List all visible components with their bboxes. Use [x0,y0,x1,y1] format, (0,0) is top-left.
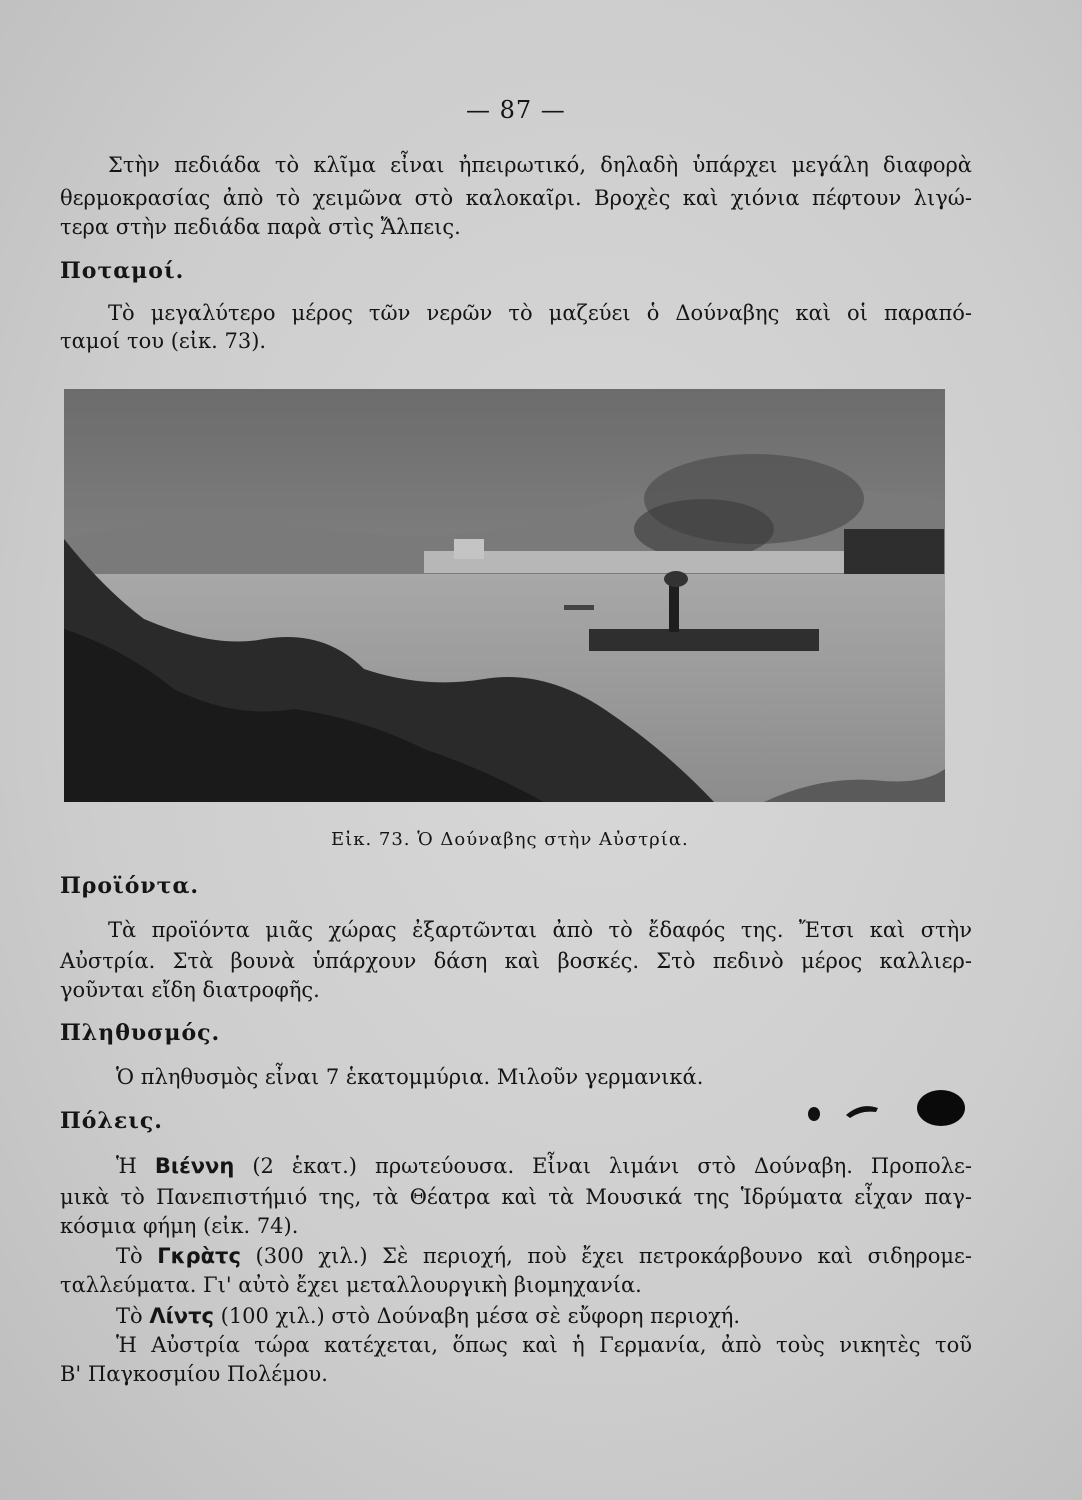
danube-photo-illustration [64,389,945,802]
linz-prefix: Τὸ [116,1304,143,1328]
page-number: — 87 — [466,96,566,124]
products-line-2: Αὐστρία. Στὰ βουνὰ ὑπάρχουν δάση καὶ βοσκές. Στὸ πεδινὸ μέρος καλλιερ- [60,949,972,973]
products-line-1: Τὰ προϊόντα μιᾶς χώρας ἐξαρτῶνται ἀπὸ τὸ ἔδαφός της. Ἔτσι καὶ στὴν [108,918,972,942]
vienna-line-1 [60,1153,972,1179]
danube-photo [64,389,945,802]
climate-line-2: θερμοκρασίας ἀπὸ τὸ χειμῶνα στὸ καλοκαῖρι. Βροχὲς καὶ χιόνια πέφτουν λιγώ- [60,186,972,210]
graz-rest: (300 χιλ.) Σὲ περιοχή, ποὺ ἔχει πετροκάρβουνο καὶ σιδηρομε- [255,1244,972,1268]
products-heading: Προϊόντα. [60,873,200,899]
rivers-line-1: Τὸ μεγαλύτερο μέρος τῶν νερῶν τὸ μαζεύει ὁ Δούναβης καὶ οἱ παραπό- [108,301,972,325]
graz-line-1 [60,1243,972,1269]
vienna-name: Βιέννη [154,1154,235,1178]
linz-rest: (100 χιλ.) στὸ Δούναβη μέσα σὲ εὔφορη περιοχή. [220,1304,741,1328]
vienna-rest: (2 ἑκατ.) πρωτεύουσα. Εἶναι λιμάνι στὸ Δούναβη. Προπολε- [252,1154,972,1178]
population-line-1: Ὁ πληθυσμὸς εἶναι 7 ἑκατομμύρια. Μιλοῦν γερμανικά. [116,1065,704,1089]
ink-blot-decoration [806,1090,976,1130]
vienna-line-2: μικὰ τὸ Πανεπιστήμιό της, τὰ Θέατρα καὶ τὰ Μουσικά της Ἱδρύματα εἶχαν παγ- [60,1185,972,1209]
population-heading: Πληθυσμός. [60,1020,221,1046]
products-line-3: γοῦνται εἴδη διατροφῆς. [60,978,320,1002]
rivers-heading: Ποταμοί. [60,258,185,284]
occupation-line-1: Ἡ Αὐστρία τώρα κατέχεται, ὅπως καὶ ἡ Γερμανία, ἀπὸ τοὺς νικητὲς τοῦ [116,1333,972,1357]
vienna-line-3: κόσμια φήμη (εἰκ. 74). [60,1214,299,1238]
graz-prefix: Τὸ [116,1244,143,1268]
linz-line-1 [60,1303,1028,1329]
linz-name: Λίντς [149,1304,214,1328]
climate-line-3: τερα στὴν πεδιάδα παρὰ στὶς Ἄλπεις. [60,215,461,239]
vienna-prefix: Ἡ [116,1154,137,1178]
rivers-line-2: ταμοί του (εἰκ. 73). [60,329,267,353]
occupation-line-2: Β' Παγκοσμίου Πολέμου. [60,1362,328,1386]
graz-name: Γκρὰτς [157,1244,241,1268]
climate-line-1: Στὴν πεδιάδα τὸ κλῖμα εἶναι ἠπειρωτικό, δηλαδὴ ὑπάρχει μεγάλη διαφορὰ [108,153,972,177]
cities-heading: Πόλεις. [60,1108,163,1134]
figure-caption: Εἰκ. 73. Ὁ Δούναβης στὴν Αὐστρία. [331,829,689,850]
graz-line-2: ταλλεύματα. Γι' αὐτὸ ἔχει μεταλλουργικὴ βιομηχανία. [60,1273,642,1297]
